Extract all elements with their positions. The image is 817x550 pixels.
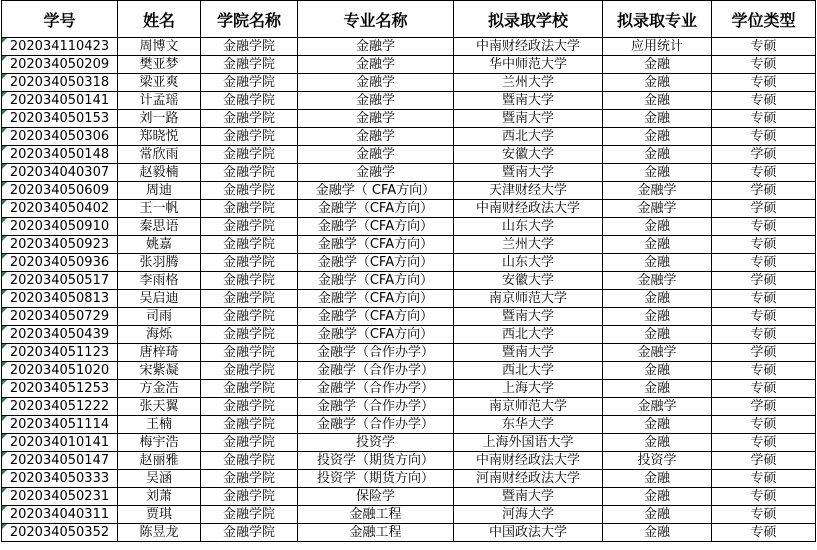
cell-name[interactable]: 常欣雨 <box>118 146 201 164</box>
cell-admit-school[interactable]: 西北大学 <box>454 362 603 380</box>
cell-admit-major[interactable]: 金融 <box>603 488 712 506</box>
cell-student-id[interactable] <box>2 56 118 74</box>
cell-name[interactable]: 王楠 <box>118 416 201 434</box>
cell-admit-major[interactable]: 金融 <box>603 56 712 74</box>
cell-text: 202034050306 <box>9 129 110 144</box>
cell-name[interactable]: 郑晓悦 <box>118 128 201 146</box>
cell-text: 202034050318 <box>9 75 110 90</box>
cell-college[interactable]: 金融学院 <box>201 506 298 524</box>
cell-college[interactable]: 金融学院 <box>201 470 298 488</box>
error-indicator-icon <box>2 56 7 61</box>
cell-name[interactable]: 宋紫凝 <box>118 362 201 380</box>
error-indicator-icon <box>2 398 7 403</box>
cell-major[interactable]: 金融学 <box>298 146 454 164</box>
error-indicator-icon <box>2 74 7 79</box>
cell-degree-type[interactable]: 专硕 <box>712 38 816 56</box>
cell-degree-type[interactable]: 学硕 <box>712 344 816 362</box>
cell-major[interactable]: 金融学（CFA方向） <box>298 200 454 218</box>
cell-admit-major[interactable]: 金融 <box>603 254 712 272</box>
cell-degree-type[interactable]: 学硕 <box>712 182 816 200</box>
cell-text: 202034051253 <box>9 381 110 396</box>
cell-college[interactable]: 金融学院 <box>201 434 298 452</box>
cell-text: 202034051020 <box>9 363 110 378</box>
cell-college[interactable]: 金融学院 <box>201 92 298 110</box>
error-indicator-icon <box>2 128 7 133</box>
cell-college[interactable]: 金融学院 <box>201 290 298 308</box>
cell-student-id[interactable] <box>2 488 118 506</box>
cell-text: 202034051114 <box>9 417 110 432</box>
cell-admit-major[interactable]: 金融 <box>603 506 712 524</box>
table-row <box>2 524 816 542</box>
error-indicator-icon <box>2 452 7 457</box>
cell-college[interactable]: 金融学院 <box>201 308 298 326</box>
error-indicator-icon <box>2 326 7 331</box>
cell-name[interactable]: 海烁 <box>118 326 201 344</box>
cell-text: 202034051123 <box>9 345 110 360</box>
cell-name[interactable]: 樊亚梦 <box>118 56 201 74</box>
cell-major[interactable]: 金融学 <box>298 38 454 56</box>
cell-college[interactable]: 金融学院 <box>201 128 298 146</box>
cell-admit-school[interactable]: 安徽大学 <box>454 146 603 164</box>
cell-degree-type[interactable]: 学硕 <box>712 146 816 164</box>
admission-table <box>1 0 816 542</box>
cell-degree-type[interactable]: 专硕 <box>712 236 816 254</box>
cell-admit-major[interactable]: 金融 <box>603 128 712 146</box>
cell-college[interactable]: 金融学院 <box>201 56 298 74</box>
cell-student-id[interactable] <box>2 218 118 236</box>
cell-degree-type[interactable]: 专硕 <box>712 488 816 506</box>
cell-major[interactable]: 金融学（合作办学） <box>298 398 454 416</box>
table-row <box>2 308 816 326</box>
cell-text: 202034050231 <box>9 489 110 504</box>
cell-degree-type[interactable]: 学硕 <box>712 200 816 218</box>
cell-major[interactable]: 金融学（CFA方向） <box>298 254 454 272</box>
cell-text: 202034050333 <box>9 471 110 486</box>
cell-student-id[interactable] <box>2 470 118 488</box>
cell-student-id[interactable] <box>2 164 118 182</box>
error-indicator-icon <box>2 506 7 511</box>
cell-admit-school[interactable]: 安徽大学 <box>454 272 603 290</box>
table-body <box>2 38 816 542</box>
error-indicator-icon <box>2 38 7 43</box>
cell-student-id[interactable] <box>2 254 118 272</box>
table-row <box>2 470 816 488</box>
cell-text: 202034050936 <box>9 255 110 270</box>
cell-admit-major[interactable]: 金融 <box>603 290 712 308</box>
cell-admit-school[interactable]: 中南财经政法大学 <box>454 38 603 56</box>
table-row <box>2 380 816 398</box>
cell-admit-major[interactable]: 金融 <box>603 218 712 236</box>
error-indicator-icon <box>2 488 7 493</box>
cell-student-id[interactable] <box>2 146 118 164</box>
cell-college[interactable]: 金融学院 <box>201 218 298 236</box>
cell-student-id[interactable] <box>2 326 118 344</box>
cell-admit-school[interactable]: 中南财经政法大学 <box>454 452 603 470</box>
cell-name[interactable]: 司雨 <box>118 308 201 326</box>
cell-admit-school[interactable]: 中国政法大学 <box>454 524 603 542</box>
error-indicator-icon <box>2 344 7 349</box>
table-row <box>2 92 816 110</box>
cell-admit-school[interactable]: 暨南大学 <box>454 110 603 128</box>
error-indicator-icon <box>2 290 7 295</box>
table-row <box>2 506 816 524</box>
cell-admit-school[interactable]: 山东大学 <box>454 254 603 272</box>
error-indicator-icon <box>2 164 7 169</box>
error-indicator-icon <box>2 470 7 475</box>
table-row <box>2 56 816 74</box>
table-row <box>2 146 816 164</box>
cell-admit-major[interactable]: 金融 <box>603 380 712 398</box>
error-indicator-icon <box>2 146 7 151</box>
cell-student-id[interactable] <box>2 308 118 326</box>
cell-college[interactable]: 金融学院 <box>201 38 298 56</box>
cell-degree-type[interactable]: 专硕 <box>712 362 816 380</box>
cell-admit-school[interactable]: 南京师范大学 <box>454 398 603 416</box>
cell-major[interactable]: 金融学（CFA方向） <box>298 218 454 236</box>
header-student-id[interactable]: 学号 <box>2 1 118 38</box>
cell-college[interactable]: 金融学院 <box>201 110 298 128</box>
cell-major[interactable]: 金融学 <box>298 110 454 128</box>
cell-admit-school[interactable]: 山东大学 <box>454 218 603 236</box>
cell-admit-major[interactable]: 应用统计 <box>603 38 712 56</box>
cell-admit-major[interactable]: 金融 <box>603 524 712 542</box>
cell-name[interactable]: 陈昱龙 <box>118 524 201 542</box>
cell-college[interactable]: 金融学院 <box>201 236 298 254</box>
cell-text: 202034050153 <box>9 111 110 126</box>
cell-major[interactable]: 金融学（ CFA方向） <box>298 182 454 200</box>
cell-name[interactable]: 吴启迪 <box>118 290 201 308</box>
cell-name[interactable]: 赵毅楠 <box>118 164 201 182</box>
cell-college[interactable]: 金融学院 <box>201 254 298 272</box>
cell-college[interactable]: 金融学院 <box>201 146 298 164</box>
table-row <box>2 182 816 200</box>
cell-student-id[interactable] <box>2 182 118 200</box>
cell-text: 202034040311 <box>9 507 110 522</box>
error-indicator-icon <box>2 218 7 223</box>
cell-text: 202034050813 <box>9 291 110 306</box>
cell-major[interactable]: 金融学（合作办学） <box>298 416 454 434</box>
cell-name[interactable]: 计孟瑶 <box>118 92 201 110</box>
error-indicator-icon <box>2 254 7 259</box>
table-row <box>2 236 816 254</box>
table-row <box>2 488 816 506</box>
cell-degree-type[interactable]: 专硕 <box>712 74 816 92</box>
header-degree-type[interactable]: 学位类型 <box>712 1 816 38</box>
cell-admit-major[interactable]: 金融 <box>603 434 712 452</box>
cell-text: 202034050517 <box>9 273 110 288</box>
cell-text: 202034110423 <box>9 39 110 54</box>
cell-admit-major[interactable]: 金融学 <box>603 200 712 218</box>
cell-admit-school[interactable]: 南京师范大学 <box>454 290 603 308</box>
error-indicator-icon <box>2 92 7 97</box>
cell-major[interactable]: 金融学 <box>298 92 454 110</box>
table-row <box>2 398 816 416</box>
cell-admit-major[interactable]: 金融学 <box>603 182 712 200</box>
cell-major[interactable]: 金融工程 <box>298 506 454 524</box>
cell-major[interactable]: 金融学（CFA方向） <box>298 236 454 254</box>
table-row <box>2 128 816 146</box>
cell-major[interactable]: 投资学 <box>298 434 454 452</box>
cell-text: 202034050609 <box>9 183 110 198</box>
cell-student-id[interactable] <box>2 434 118 452</box>
header-admit-major[interactable]: 拟录取专业 <box>603 1 712 38</box>
cell-student-id[interactable] <box>2 92 118 110</box>
cell-admit-school[interactable]: 兰州大学 <box>454 74 603 92</box>
cell-degree-type[interactable]: 专硕 <box>712 290 816 308</box>
cell-admit-major[interactable]: 金融 <box>603 362 712 380</box>
cell-name[interactable]: 张羽腾 <box>118 254 201 272</box>
cell-degree-type[interactable]: 专硕 <box>712 434 816 452</box>
header-row <box>2 1 816 38</box>
cell-major[interactable]: 投资学（期货方向） <box>298 470 454 488</box>
error-indicator-icon <box>2 380 7 385</box>
cell-degree-type[interactable]: 专硕 <box>712 164 816 182</box>
cell-admit-major[interactable]: 金融学 <box>603 272 712 290</box>
cell-major[interactable]: 金融学（CFA方向） <box>298 308 454 326</box>
cell-student-id[interactable] <box>2 272 118 290</box>
cell-admit-major[interactable]: 金融 <box>603 470 712 488</box>
header-major[interactable]: 专业名称 <box>298 1 454 38</box>
cell-text: 202034050402 <box>9 201 110 216</box>
table-row <box>2 272 816 290</box>
cell-degree-type[interactable]: 专硕 <box>712 218 816 236</box>
cell-admit-school[interactable]: 暨南大学 <box>454 92 603 110</box>
cell-college[interactable]: 金融学院 <box>201 524 298 542</box>
cell-college[interactable]: 金融学院 <box>201 74 298 92</box>
cell-degree-type[interactable]: 专硕 <box>712 380 816 398</box>
cell-text: 202034050141 <box>9 93 110 108</box>
table-row <box>2 344 816 362</box>
table-row <box>2 434 816 452</box>
cell-college[interactable]: 金融学院 <box>201 362 298 380</box>
cell-major[interactable]: 金融学（合作办学） <box>298 380 454 398</box>
cell-degree-type[interactable]: 专硕 <box>712 506 816 524</box>
table-row <box>2 38 816 56</box>
cell-admit-major[interactable]: 金融 <box>603 92 712 110</box>
header-college[interactable]: 学院名称 <box>201 1 298 38</box>
cell-major[interactable]: 金融学 <box>298 164 454 182</box>
table-row <box>2 200 816 218</box>
error-indicator-icon <box>2 236 7 241</box>
error-indicator-icon <box>2 524 7 529</box>
cell-degree-type[interactable]: 专硕 <box>712 110 816 128</box>
cell-major[interactable]: 保险学 <box>298 488 454 506</box>
cell-college[interactable]: 金融学院 <box>201 272 298 290</box>
cell-student-id[interactable] <box>2 398 118 416</box>
cell-major[interactable]: 投资学（期货方向） <box>298 452 454 470</box>
cell-college[interactable]: 金融学院 <box>201 326 298 344</box>
cell-text: 202034050729 <box>9 309 110 324</box>
error-indicator-icon <box>2 110 7 115</box>
cell-degree-type[interactable]: 专硕 <box>712 56 816 74</box>
cell-admit-school[interactable]: 上海大学 <box>454 380 603 398</box>
cell-name[interactable]: 唐梓琦 <box>118 344 201 362</box>
cell-admit-major[interactable]: 金融学 <box>603 344 712 362</box>
cell-admit-school[interactable]: 西北大学 <box>454 128 603 146</box>
cell-admit-major[interactable]: 金融 <box>603 236 712 254</box>
cell-name[interactable]: 周迪 <box>118 182 201 200</box>
cell-name[interactable]: 梅宇浩 <box>118 434 201 452</box>
cell-college[interactable]: 金融学院 <box>201 488 298 506</box>
table-row <box>2 416 816 434</box>
cell-name[interactable]: 贾琪 <box>118 506 201 524</box>
cell-name[interactable]: 刘一路 <box>118 110 201 128</box>
cell-student-id[interactable] <box>2 236 118 254</box>
cell-admit-major[interactable]: 金融 <box>603 110 712 128</box>
cell-name[interactable]: 吴涵 <box>118 470 201 488</box>
cell-student-id[interactable] <box>2 200 118 218</box>
cell-student-id[interactable] <box>2 128 118 146</box>
cell-name[interactable]: 李雨格 <box>118 272 201 290</box>
cell-admit-school[interactable]: 暨南大学 <box>454 488 603 506</box>
cell-degree-type[interactable]: 专硕 <box>712 326 816 344</box>
cell-student-id[interactable] <box>2 452 118 470</box>
table-row <box>2 218 816 236</box>
cell-major[interactable]: 金融学 <box>298 128 454 146</box>
cell-admit-school[interactable]: 暨南大学 <box>454 344 603 362</box>
table-row <box>2 290 816 308</box>
cell-degree-type[interactable]: 专硕 <box>712 470 816 488</box>
cell-admit-school[interactable]: 华中师范大学 <box>454 56 603 74</box>
error-indicator-icon <box>2 200 7 205</box>
cell-admit-major[interactable]: 金融 <box>603 326 712 344</box>
cell-college[interactable]: 金融学院 <box>201 416 298 434</box>
header-name[interactable]: 姓名 <box>118 1 201 38</box>
cell-degree-type[interactable]: 专硕 <box>712 416 816 434</box>
cell-name[interactable]: 刘萧 <box>118 488 201 506</box>
cell-major[interactable]: 金融学 <box>298 56 454 74</box>
error-indicator-icon <box>2 434 7 439</box>
cell-name[interactable]: 王一帆 <box>118 200 201 218</box>
cell-major[interactable]: 金融学（CFA方向） <box>298 326 454 344</box>
table-row <box>2 326 816 344</box>
error-indicator-icon <box>2 308 7 313</box>
cell-text: 202034050352 <box>9 525 110 540</box>
table-row <box>2 254 816 272</box>
header-admit-school[interactable]: 拟录取学校 <box>454 1 603 38</box>
cell-admit-major[interactable]: 投资学 <box>603 452 712 470</box>
cell-student-id[interactable] <box>2 362 118 380</box>
cell-admit-major[interactable]: 金融 <box>603 146 712 164</box>
cell-degree-type[interactable]: 专硕 <box>712 128 816 146</box>
cell-college[interactable]: 金融学院 <box>201 344 298 362</box>
cell-admit-major[interactable]: 金融 <box>603 308 712 326</box>
cell-degree-type[interactable]: 专硕 <box>712 92 816 110</box>
cell-text: 202034050209 <box>9 57 110 72</box>
cell-name[interactable]: 周博文 <box>118 38 201 56</box>
table-row <box>2 74 816 92</box>
cell-admit-school[interactable]: 上海外国语大学 <box>454 434 603 452</box>
cell-college[interactable]: 金融学院 <box>201 182 298 200</box>
cell-text: 202034040307 <box>9 165 110 180</box>
cell-admit-major[interactable]: 金融学 <box>603 398 712 416</box>
cell-text: 202034051222 <box>9 399 110 414</box>
cell-text: 202034050147 <box>9 453 110 468</box>
cell-admit-school[interactable]: 兰州大学 <box>454 236 603 254</box>
cell-degree-type[interactable]: 学硕 <box>712 452 816 470</box>
cell-name[interactable]: 姚嘉 <box>118 236 201 254</box>
cell-admit-school[interactable]: 西北大学 <box>454 326 603 344</box>
cell-admit-school[interactable]: 暨南大学 <box>454 164 603 182</box>
cell-text: 202034050439 <box>9 327 110 342</box>
cell-major[interactable]: 金融学（CFA方向） <box>298 272 454 290</box>
error-indicator-icon <box>2 182 7 187</box>
cell-degree-type[interactable]: 学硕 <box>712 398 816 416</box>
cell-admit-school[interactable]: 暨南大学 <box>454 308 603 326</box>
cell-student-id[interactable] <box>2 110 118 128</box>
cell-degree-type[interactable]: 专硕 <box>712 254 816 272</box>
table-row <box>2 164 816 182</box>
cell-student-id[interactable] <box>2 416 118 434</box>
cell-major[interactable]: 金融学（CFA方向） <box>298 290 454 308</box>
cell-college[interactable]: 金融学院 <box>201 452 298 470</box>
cell-major[interactable]: 金融学（合作办学） <box>298 362 454 380</box>
error-indicator-icon <box>2 272 7 277</box>
error-indicator-icon <box>2 362 7 367</box>
cell-student-id[interactable] <box>2 74 118 92</box>
cell-degree-type[interactable]: 学硕 <box>712 272 816 290</box>
cell-text: 202034010141 <box>9 435 110 450</box>
cell-student-id[interactable] <box>2 344 118 362</box>
cell-name[interactable]: 梁亚爽 <box>118 74 201 92</box>
cell-admit-school[interactable]: 河海大学 <box>454 506 603 524</box>
cell-degree-type[interactable]: 专硕 <box>712 308 816 326</box>
cell-name[interactable]: 赵丽雅 <box>118 452 201 470</box>
cell-name[interactable]: 方金浩 <box>118 380 201 398</box>
cell-admit-school[interactable]: 河南财经政法大学 <box>454 470 603 488</box>
cell-college[interactable]: 金融学院 <box>201 200 298 218</box>
cell-admit-major[interactable]: 金融 <box>603 416 712 434</box>
cell-admit-school[interactable]: 中南财经政法大学 <box>454 200 603 218</box>
cell-admit-school[interactable]: 东华大学 <box>454 416 603 434</box>
cell-student-id[interactable] <box>2 38 118 56</box>
cell-name[interactable]: 秦思语 <box>118 218 201 236</box>
cell-college[interactable]: 金融学院 <box>201 380 298 398</box>
cell-college[interactable]: 金融学院 <box>201 398 298 416</box>
cell-student-id[interactable] <box>2 524 118 542</box>
cell-degree-type[interactable]: 专硕 <box>712 524 816 542</box>
cell-name[interactable]: 张天翼 <box>118 398 201 416</box>
cell-student-id[interactable] <box>2 380 118 398</box>
cell-text: 202034050923 <box>9 237 110 252</box>
cell-admit-school[interactable]: 天津财经大学 <box>454 182 603 200</box>
table-row <box>2 362 816 380</box>
cell-admit-major[interactable]: 金融 <box>603 74 712 92</box>
cell-text: 202034050910 <box>9 219 110 234</box>
error-indicator-icon <box>2 416 7 421</box>
cell-major[interactable]: 金融学（合作办学） <box>298 344 454 362</box>
cell-major[interactable]: 金融学 <box>298 74 454 92</box>
cell-text: 202034050148 <box>9 147 110 162</box>
cell-college[interactable]: 金融学院 <box>201 164 298 182</box>
cell-major[interactable]: 金融工程 <box>298 524 454 542</box>
cell-admit-major[interactable]: 金融 <box>603 164 712 182</box>
cell-student-id[interactable] <box>2 290 118 308</box>
table-row <box>2 452 816 470</box>
cell-student-id[interactable] <box>2 506 118 524</box>
table-row <box>2 110 816 128</box>
